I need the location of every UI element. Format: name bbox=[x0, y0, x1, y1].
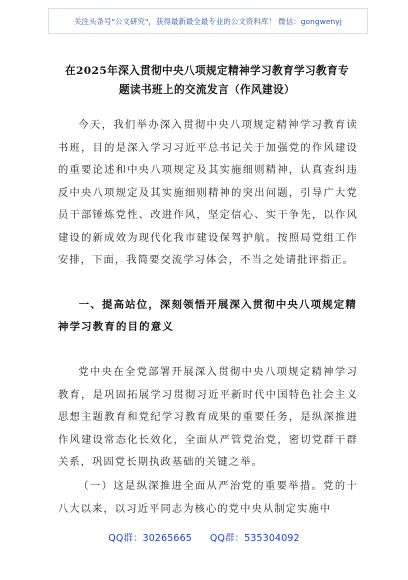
promo-banner-text: 关注头条号"公文研究"，获得最新最全最专业的公文资料库！ 微信：gongwenyj bbox=[74, 16, 342, 26]
subsection-1-paragraph: （一）这是纵深推进全面从严治党的重要举措。党的十八大以来，以习近平同志为核心的党中央从制定实施中 bbox=[58, 481, 358, 515]
promo-banner bbox=[48, 8, 368, 34]
document-title-line-2: 题读书班上的交流发言（作风建设） bbox=[119, 84, 295, 96]
footer-qq-group-2: QQ群：535304092 bbox=[209, 533, 300, 544]
intro-paragraph: 今天，我们举办深入贯彻中央八项规定精神学习教育读书班，目的是深入学习习近平总书记关于加强党的作风建设的重要论述和中央八项规定及其实施细则精神，认真查纠违反中央八项规定及其实施细则精神的突出问题，引导广大党员干部锤炼党性、改进作风，坚定信心、实干争先，以作风建设的新成效为现代化我市建设保驾护航。按照局党组工作安排，下面，我简要交流学习体会，不当之处请批评指正。 bbox=[58, 120, 358, 266]
footer-contact bbox=[0, 530, 408, 544]
footer-qq-group-1: QQ群：30265665 bbox=[108, 533, 192, 544]
document-title bbox=[48, 62, 366, 100]
section-1-heading: 一、提高站位，深刻领悟开展深入贯彻中央八项规定精神学习教育的目的意义 bbox=[58, 299, 357, 333]
section-1-paragraph: 党中央在全党部署开展深入贯彻中央八项规定精神学习教育，是巩固拓展学习贯彻习近平新时代中国特色社会主义思想主题教育和党纪学习教育成果的重要任务，是纵深推进作风建设常态化长效化，全面从严管党治党，密切党群干群关系，巩固党长期执政基础的关键之举。 bbox=[58, 367, 358, 468]
document-title-line-1: 在2025年深入贯彻中央八项规定精神学习教育学习教育专 bbox=[65, 65, 349, 77]
